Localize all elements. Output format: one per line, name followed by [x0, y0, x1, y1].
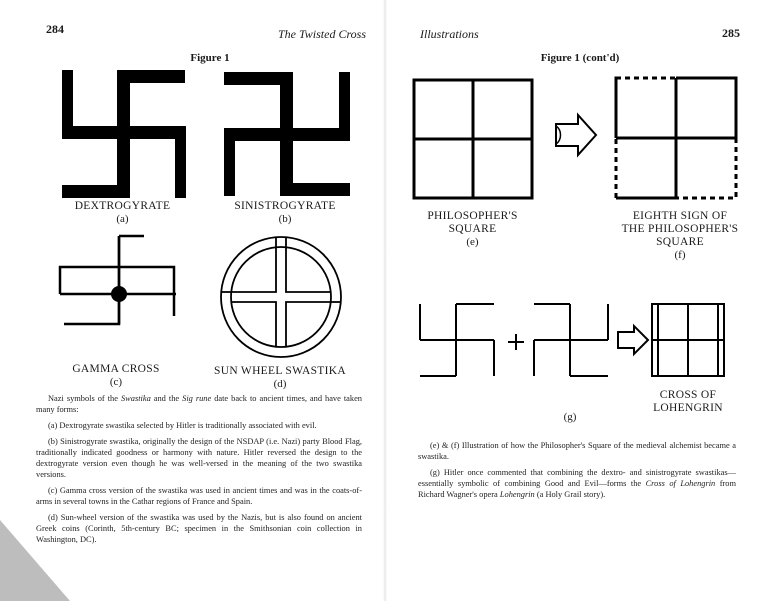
dextrogyrate-swastika-drawing: [60, 68, 188, 198]
transform-arrow-icon: [552, 112, 600, 158]
caption-lohengrin-line1: CROSS OF: [659, 389, 717, 401]
caption-eighth-sign-line1: EIGHTH SIGN OF: [632, 210, 728, 222]
left-page-number: 284: [46, 22, 64, 36]
paragraph-ef: (e) & (f) Illustration of how the Philosopher's Square of the medieval alchemist became a swastika.: [418, 441, 736, 461]
caption-philosophers-square-line1: PHILOSOPHER'S: [427, 210, 518, 222]
caption-eighth-sign-line3: SQUARE: [656, 236, 704, 248]
paragraph-b: (b) Sinistrogyrate swastika, originally the design of the NSDAP (i.e. Nazi) party Blood Flag, traditionally indicated goodness or harmony with nature. Hitler reversed the design to the dextrogyrate version even though he was well-versed in the meaning of the two swastika versions.: [36, 437, 362, 479]
left-body-text: [36, 393, 362, 550]
paragraph-c: (c) Gamma cross version of the swastika was used in ancient times and was in the coats-of-arms in several towns in the Cathar regions of France and Spain.: [36, 486, 362, 506]
caption-eighth-sign-line2: THE PHILOSOPHER'S: [621, 223, 739, 235]
caption-dextrogyrate: DEXTROGYRATE: [74, 200, 171, 212]
right-running-header: Illustrations: [420, 27, 479, 41]
caption-sinistrogyrate: SINISTROGYRATE: [234, 200, 336, 212]
eighth-sign-drawing: [612, 74, 740, 202]
book-spine: [383, 0, 387, 601]
right-figure-title: Figure 1 (cont'd): [540, 52, 620, 64]
letter-e: (e): [466, 236, 479, 248]
caption-lohengrin-line2: LOHENGRIN: [653, 402, 723, 414]
page-corner-shadow: [0, 520, 70, 601]
paragraph-a: (a) Dextrogyrate swastika selected by Hitler is traditionally associated with evil.: [48, 421, 317, 430]
left-figure-title: Figure 1: [190, 52, 230, 64]
letter-d: (d): [273, 378, 287, 390]
right-body-text: [418, 440, 736, 505]
right-page-number: 285: [722, 26, 740, 40]
paragraph-d: (d) Sun-wheel version of the swastika was used by the Nazis, but is also found on ancient Greek coins (Corinth, 5th-century BC; specimen in the Smithsonian coin collection in Washington, DC).: [36, 513, 362, 544]
letter-b: (b): [278, 213, 292, 225]
paragraph-intro: Nazi symbols of the Swastika and the Sig rune date back to ancient times, and have taken many forms:: [36, 394, 362, 414]
caption-gamma-cross: GAMMA CROSS: [72, 363, 160, 375]
philosophers-square-drawing: [410, 76, 536, 204]
letter-a: (a): [116, 213, 129, 225]
paragraph-g: (g) Hitler once commented that combining the dextro- and sinistrogyrate swastikas—essentially symbolic of combining Good and Evil—forms the Cross of Lohengrin from Richard Wagner's opera Lohengrin (a Holy Grail story).: [418, 468, 737, 499]
caption-philosophers-square-line2: SQUARE: [448, 223, 497, 235]
gamma-cross-drawing: [56, 232, 182, 332]
letter-f: (f): [674, 249, 686, 261]
caption-sun-wheel-swastika: SUN WHEEL SWASTIKA: [214, 365, 346, 377]
cross-of-lohengrin-equation-drawing: [418, 300, 728, 382]
left-running-header: The Twisted Cross: [278, 27, 367, 41]
sinistrogyrate-swastika-drawing: [222, 70, 352, 198]
letter-g: (g): [563, 411, 577, 423]
letter-c: (c): [109, 376, 123, 388]
sun-wheel-swastika-drawing: [216, 232, 346, 362]
